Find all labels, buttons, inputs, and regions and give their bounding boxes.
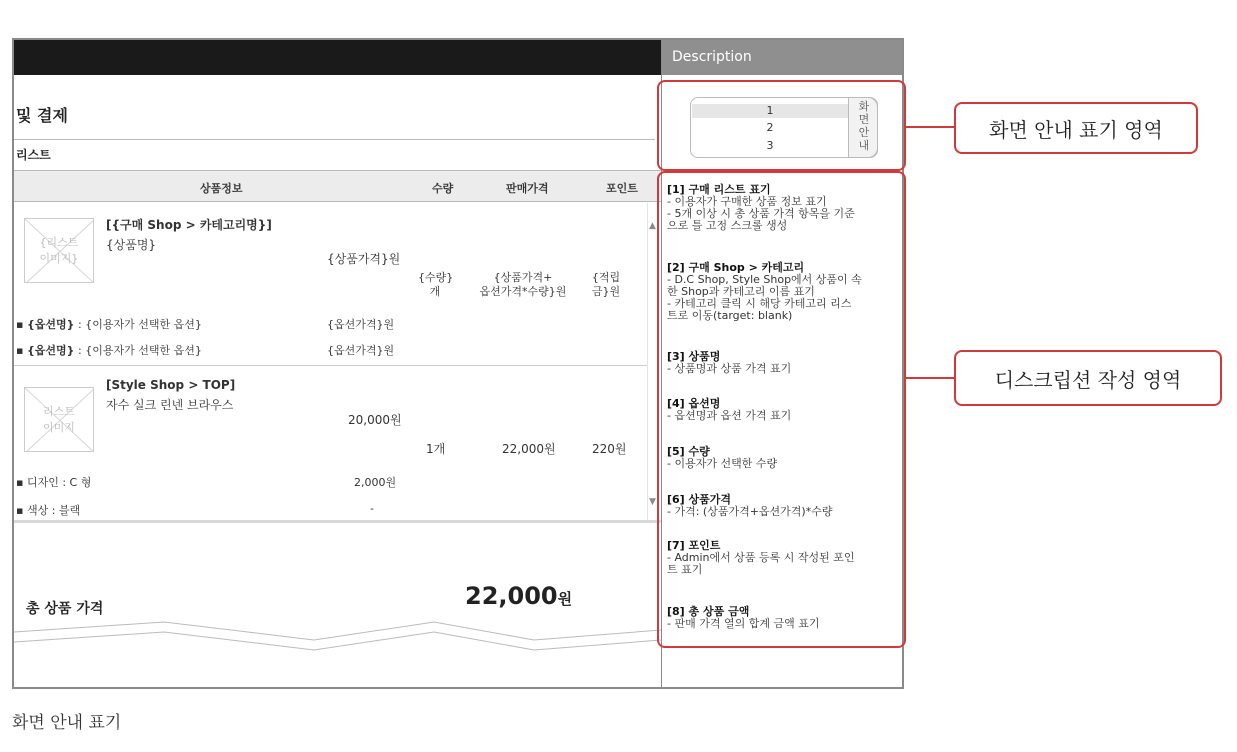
qty-cell: 1개 (426, 442, 446, 456)
desc-line: 트 표기 (667, 563, 703, 576)
guide-item[interactable]: 3 (766, 139, 774, 152)
desc-line: 트로 이동(target: blank) (667, 309, 793, 322)
callout-description-area: 디스크립션 작성 영역 (954, 350, 1222, 406)
desc-title: [8] 총 상품 금액 (667, 605, 750, 618)
product-name: {상품명} (106, 238, 157, 252)
option-price: 2,000원 (354, 476, 397, 489)
option-row: ▪ {옵션명} : {이용자가 선택한 옵션} (16, 344, 202, 357)
product-thumbnail[interactable] (24, 387, 94, 452)
header-qty: 수량 (432, 182, 454, 195)
desc-title: [4] 옵션명 (667, 397, 721, 410)
qty-cell: {수량} 개 (418, 271, 454, 298)
page-title: 및 결제 (16, 106, 68, 125)
product-price: 20,000원 (348, 413, 402, 427)
desc-line: - 카테고리 클릭 시 해당 카테고리 리스 (667, 297, 852, 310)
option-price: {옵션가격}원 (327, 318, 395, 331)
desc-line: - 옵션명과 옵션 가격 표기 (667, 409, 792, 422)
desc-line: - 이용자가 선택한 수량 (667, 457, 778, 470)
option-row: ▪ 색상 : 블랙 (16, 504, 81, 517)
scroll-down-icon[interactable]: ▼ (649, 497, 656, 507)
option-row: ▪ 디자인 : C 형 (16, 476, 92, 489)
thumbnail-label: {리스트 이미지} (39, 236, 79, 265)
callout-connector (906, 377, 954, 379)
price-cell: 22,000원 (502, 442, 556, 456)
guide-item[interactable]: 1 (766, 104, 774, 117)
desc-line: - D.C Shop, Style Shop에서 상품이 속 (667, 273, 862, 286)
guide-item[interactable]: 2 (766, 121, 774, 134)
top-bar (14, 40, 661, 75)
product-name: 자수 실크 린넨 브라우스 (106, 398, 234, 412)
guide-area-highlight (657, 80, 906, 171)
guide-toggle-label: 화면안내 (858, 100, 870, 152)
scroll-up-icon[interactable]: ▲ (649, 221, 656, 231)
header-point: 포인트 (606, 182, 638, 195)
description-area-highlight (657, 171, 906, 648)
list-title: 리스트 (16, 148, 51, 162)
desc-title: [1] 구매 리스트 표기 (667, 183, 771, 196)
list-bottom-border (14, 520, 661, 523)
option-price: - (370, 502, 374, 515)
option-price: {옵션가격}원 (327, 344, 395, 357)
price-cell: {상품가격+ 옵션가격*수량}원 (479, 271, 567, 298)
figure-caption: 화면 안내 표기 (12, 713, 122, 733)
desc-title: [3] 상품명 (667, 350, 721, 363)
product-thumbnail[interactable] (24, 218, 94, 283)
option-row: ▪ {옵션명} : {이용자가 선택한 옵션} (16, 318, 202, 331)
point-cell: 220원 (592, 442, 627, 456)
desc-title: [2] 구매 Shop > 카테고리 (667, 261, 805, 274)
total-label: 총 상품 가격 (26, 601, 104, 617)
row-divider (14, 365, 647, 366)
desc-line: - 이용자가 구매한 상품 정보 표기 (667, 195, 827, 208)
header-product: 상품정보 (200, 182, 243, 195)
desc-title: [6] 상품가격 (667, 493, 732, 506)
desc-line: 으로 틀 고정 스크롤 생성 (667, 219, 788, 232)
product-category-link[interactable]: [{구매 Shop > 카테고리명}] (106, 218, 272, 232)
description-header: Description (662, 40, 902, 75)
product-price: {상품가격}원 (327, 252, 401, 266)
callout-guide-area: 화면 안내 표기 영역 (954, 102, 1198, 154)
title-divider (14, 139, 655, 140)
desc-line: 한 Shop과 카테고리 이름 표기 (667, 285, 815, 298)
product-category-link[interactable]: [Style Shop > TOP] (106, 378, 236, 392)
thumbnail-label: 리스트 이미지 (43, 405, 75, 434)
desc-title: [5] 수량 (667, 445, 710, 458)
desc-line: - 5개 이상 시 총 상품 가격 항목을 기준 (667, 207, 855, 220)
desc-line: - 상품명과 상품 가격 표기 (667, 362, 792, 375)
desc-line: - 판매 가격 열의 합계 금액 표기 (667, 617, 820, 630)
desc-title: [7] 포인트 (667, 539, 721, 552)
table-header (14, 170, 661, 202)
header-price: 판매가격 (506, 182, 549, 195)
desc-line: - Admin에서 상품 등록 시 작성된 포인 (667, 551, 855, 564)
total-value: 22,000원 (465, 582, 573, 610)
desc-line: - 가격: (상품가격+옵션가격)*수량 (667, 505, 833, 518)
point-cell: {적립 금}원 (591, 271, 621, 298)
torn-edge-divider (14, 618, 661, 658)
callout-connector (906, 126, 954, 128)
